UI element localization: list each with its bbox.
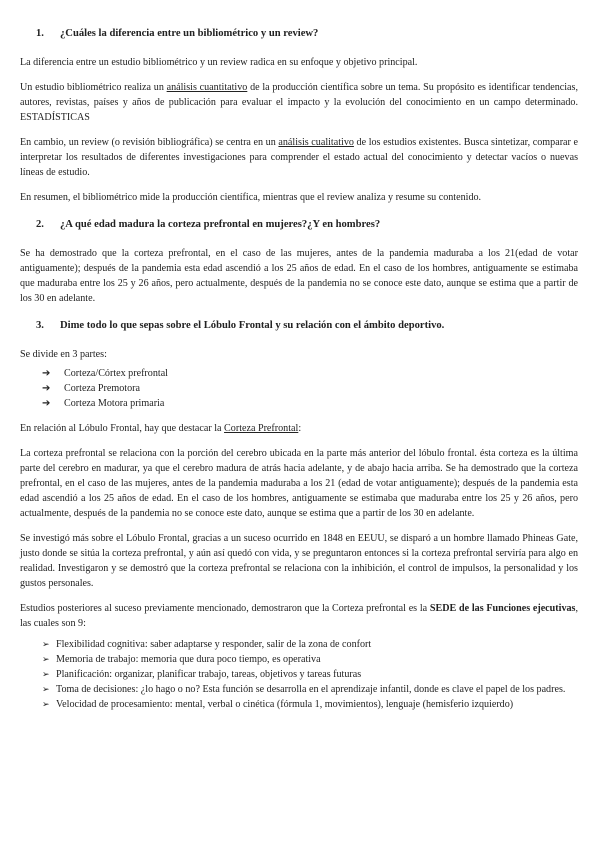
- arrow-icon: ➔: [42, 398, 51, 409]
- list-item-text: Corteza Motora primaria: [64, 398, 165, 409]
- section-title: ¿A qué edad madura la corteza prefrontal en mujeres?¿Y en hombres?: [60, 219, 381, 230]
- underlined-text: análisis cualitativo: [278, 137, 354, 148]
- list-item-text: Corteza Premotora: [64, 383, 140, 394]
- list-item: [20, 697, 578, 712]
- document-page: [20, 26, 578, 722]
- paragraph: Se divide en 3 partes:: [20, 349, 107, 360]
- paragraph: En resumen, el bibliométrico mide la producción científica, mientras que el review analiza y resume su contenido.: [20, 192, 482, 203]
- bold-text: SEDE de las Funciones ejecutivas: [429, 603, 576, 614]
- parts-list: [20, 366, 578, 411]
- paragraph: La corteza prefrontal se relaciona con la porción del cerebro ubicada en la parte más anterior del lóbulo frontal. ésta corteza es la última parte del cerebro en madurar, ya que el cerebro madura de atrás hacia adelante, y de abajo hacia arriba. Se ha demostrado que la corteza prefrontal, en el caso de las mujeres, antes de la pandemia maduraba a los 21 (edad de votar antiguamente); después de la pandemia esta edad ascendió a los 25 años de edad. En el caso de los hombres, antiguamente se estimaba que maduraba entre los 25 y 26 años, pero actualmente, después de la pandemia no se conoce este dato, aunque se estima que a partir de los 30 en adelante.: [20, 448, 578, 519]
- list-item: [20, 396, 578, 411]
- paragraph: [20, 80, 578, 125]
- underlined-text: Corteza Prefrontal: [224, 423, 299, 434]
- text: :: [298, 423, 302, 434]
- text: En cambio, un review (o revisión bibliográfica) se centra en un: [20, 137, 279, 148]
- paragraph: [20, 135, 578, 180]
- list-item: [20, 381, 578, 396]
- list-item: [20, 667, 578, 682]
- underlined-text: análisis cuantitativo: [166, 82, 248, 93]
- triangle-bullet-icon: ➢: [42, 669, 50, 679]
- triangle-bullet-icon: ➢: [42, 699, 50, 709]
- paragraph: La diferencia entre un estudio bibliométrico y un review radica en su enfoque y objetivo principal.: [20, 57, 418, 68]
- paragraph: Se investigó más sobre el Lóbulo Frontal, gracias a un suceso ocurrido en 1848 en EEUU, se disparó a un hombre llamado Phineas Gate, justo donde se sitúa la corteza prefrontal, y aún así quedó con vida, y se preguntaron entonces si la corteza prefrontal serviría para algo en realidad. Investigaron y se demostró que la corteza prefrontal se relaciona con la inhibición, el control de impulsos, la personalidad y los gustos personales.: [20, 533, 578, 589]
- list-item: [20, 652, 578, 667]
- triangle-bullet-icon: ➢: [42, 684, 50, 694]
- text: Estudios posteriores al suceso previamente mencionado, demostraron que la Corteza prefrontal es la: [20, 603, 430, 614]
- triangle-bullet-icon: ➢: [42, 654, 50, 664]
- paragraph: [20, 421, 578, 436]
- arrow-icon: ➔: [42, 368, 51, 379]
- list-item-text: Memoria de trabajo: memoria que dura poco tiempo, es operativa: [56, 654, 321, 665]
- text: En relación al Lóbulo Frontal, hay que destacar la: [20, 423, 225, 434]
- triangle-bullet-icon: ➢: [42, 639, 50, 649]
- section-1-heading: [20, 26, 578, 41]
- list-item-text: Toma de decisiones: ¿lo hago o no? Esta función se desarrolla en el aprendizaje infantil, donde es clave el papel de los padres.: [56, 684, 566, 695]
- section-number: 3.: [36, 320, 44, 331]
- text: de los estudios existentes. Busca sintetizar, comparar e interpretar los resultados de diferentes investigaciones para comprender el estado actual del conocimiento y detectar vacíos o nuevas líneas de estudio.: [20, 137, 578, 178]
- section-title: Dime todo lo que sepas sobre el Lóbulo Frontal y su relación con el ámbito deportivo.: [60, 320, 445, 331]
- text: Un estudio bibliométrico realiza un: [20, 82, 167, 93]
- list-item: [20, 637, 578, 652]
- list-item-text: Velocidad de procesamiento: mental, verbal o cinética (fórmula 1, movimientos), lenguaje (hemisferio izquierdo): [56, 699, 514, 710]
- executive-functions-list: [20, 637, 578, 712]
- paragraph: [20, 601, 578, 631]
- list-item-text: Corteza/Córtex prefrontal: [64, 368, 168, 379]
- section-2-heading: [20, 217, 578, 232]
- section-title: ¿Cuáles la diferencia entre un bibliométrico y un review?: [60, 28, 319, 39]
- list-item: [20, 366, 578, 381]
- list-item-text: Planificación: organizar, planificar trabajo, tareas, objetivos y tareas futuras: [56, 669, 362, 680]
- section-3-heading: [20, 318, 578, 333]
- arrow-icon: ➔: [42, 383, 51, 394]
- text: , las cuales son 9:: [20, 603, 578, 629]
- list-item-text: Flexibilidad cognitiva: saber adaptarse y responder, salir de la zona de confort: [56, 639, 372, 650]
- list-item: [20, 682, 578, 697]
- text: de la producción científica sobre un tema. Su propósito es identificar tendencias, autores, revistas, países y años de publicación para evaluar el impacto y la evolución del conocimiento en un campo determinado. ESTADÍSTICAS: [20, 82, 578, 123]
- paragraph: Se ha demostrado que la corteza prefrontal, en el caso de las mujeres, antes de la pandemia maduraba a los 21(edad de votar antiguamente); después de la pandemia esta edad ascendió a los 25 años de edad. En el caso de los hombres, antiguamente se estimaba que maduraba entre los 25 y 26 años, pero actualmente, después de la pandemia no se conoce este dato, aunque se estima que a partir de los 30 en adelante.: [20, 248, 578, 304]
- section-number: 2.: [36, 219, 44, 230]
- section-number: 1.: [36, 28, 44, 39]
